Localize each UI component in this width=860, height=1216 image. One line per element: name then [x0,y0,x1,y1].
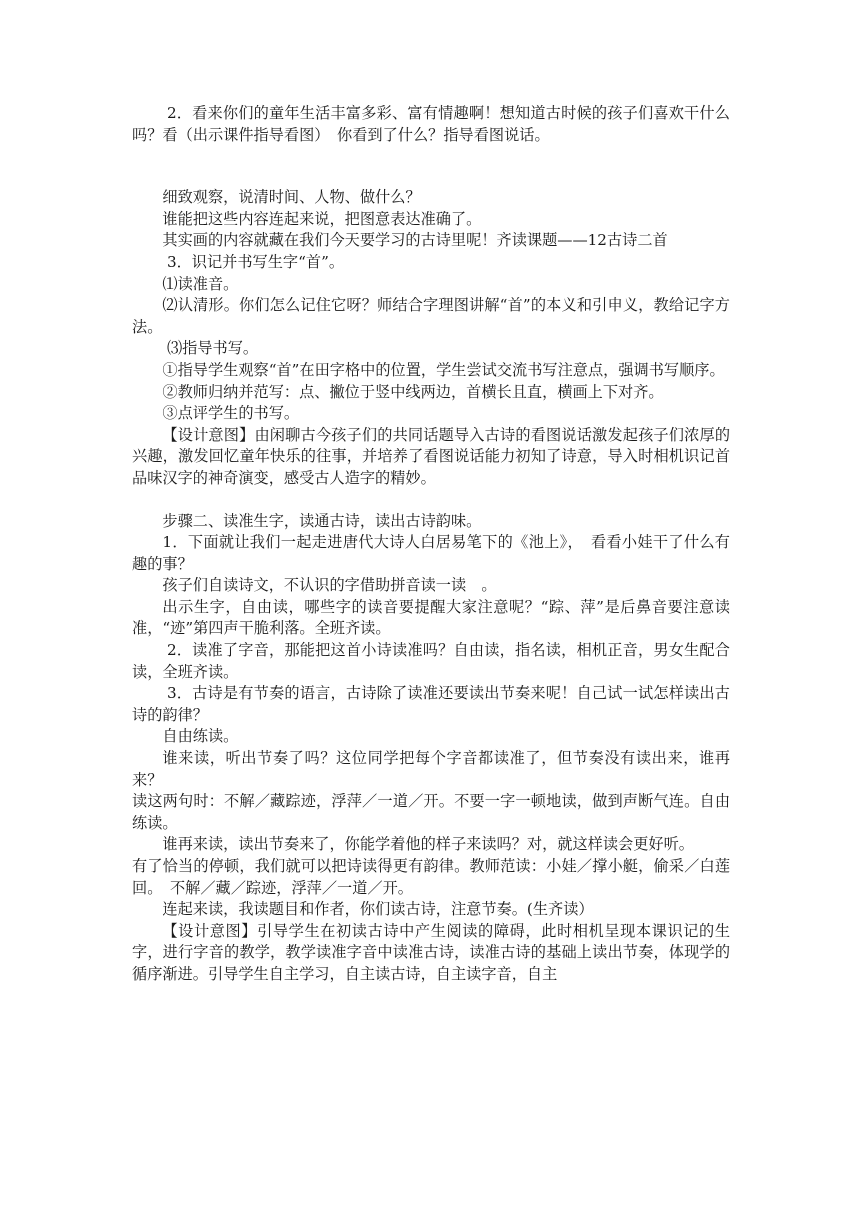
paragraph: 自由练读。 [162,727,239,746]
paragraph: 2．看来你们的童年生活丰富多彩、富有情趣啊！想知道古时候的孩子们喜欢干什么吗？看（出示课件指导看图） 你看到了什么？指导看图说话。 [132,104,730,144]
design-intent-paragraph: 【设计意图】由闲聊古今孩子们的共同话题导入古诗的看图说话激发起孩子们浓厚的兴趣，激发回忆童年快乐的往事，并培养了看图说话能力初知了诗意，导入时相机识记首品味汉字的神奇演变，感受古人造字的精妙。 [132,425,730,487]
paragraph: 谁能把这些内容连起来说，把图意表达准确了。 [162,209,482,228]
paragraph: ①指导学生观察“首”在田字格中的位置，学生尝试交流书写注意点，强调书写顺序。 [162,360,725,379]
paragraph: ⑴读准音。 [162,274,239,293]
paragraph: 3．古诗是有节奏的语言，古诗除了读准还要读出节奏来呢！自己试一试怎样读出古诗的韵律？ [132,684,730,724]
design-intent-paragraph: 【设计意图】引导学生在初读古诗中产生阅读的障碍，此时相机呈现本课识记的生字，进行字音的教学，教学读准字音中读准古诗，读准古诗的基础上读出节奏，体现学的循序渐进。引导学生自主学习，自主读古诗，自主读字音，自主 [132,921,730,983]
paragraph: 出示生字，自由读，哪些字的读音要提醒大家注意呢？“踪、萍”是后鼻音要注意读准，“迹”第四声干脆利落。全班齐读。 [132,597,730,638]
section-heading: 步骤二、读准生字，读通古诗，读出古诗韵味。 [162,511,482,530]
document-body [132,103,730,986]
paragraph: 读这两句时：不解／藏踪迹，浮萍／一道／开。不要一字一顿地读，做到声断气连。自由练读。 [132,792,730,832]
paragraph: 有了恰当的停顿，我们就可以把诗读得更有韵律。教师范读：小娃／撑小艇，偷采／白莲回。 不解／藏／踪迹，浮萍／一道／开。 [132,857,730,897]
paragraph: 连起来读，我读题目和作者，你们读古诗，注意节奏。(生齐读） [162,900,594,919]
paragraph: 1．下面就让我们一起走进唐代大诗人白居易笔下的《池上》， 看看小娃干了什么有趣的事？ [132,533,730,573]
paragraph: ⑵认清形。你们怎么记住它呀？师结合字理图讲解“首”的本义和引申义，教给记字方法。 [132,296,730,336]
paragraph: 细致观察，说清时间、人物、做什么？ [162,188,421,207]
paragraph: ②教师归纳并范写：点、撇位于竖中线两边，首横长且直，横画上下对齐。 [162,382,664,401]
paragraph: 3．识记并书写生字“首”。 [166,252,345,271]
paragraph: 孩子们自读诗文，不认识的字借助拼音读一读 。 [162,576,497,595]
paragraph: ⑶指导书写。 [166,339,259,358]
paragraph: 谁再来读，读出节奏来了，你能学着他的样子来读吗？对，就这样读会更好听。 [162,835,694,854]
paragraph: 其实画的内容就藏在我们今天要学习的古诗里呢！齐读课题——12古诗二首 [162,231,668,250]
paragraph: ③点评学生的书写。 [162,404,300,423]
paragraph: 2．读准了字音，那能把这首小诗读准吗？自由读，指名读，相机正音，男女生配合读，全班齐读。 [132,641,730,681]
paragraph: 谁来读，听出节奏了吗？这位同学把每个字音都读准了，但节奏没有读出来，谁再来？ [132,749,730,789]
